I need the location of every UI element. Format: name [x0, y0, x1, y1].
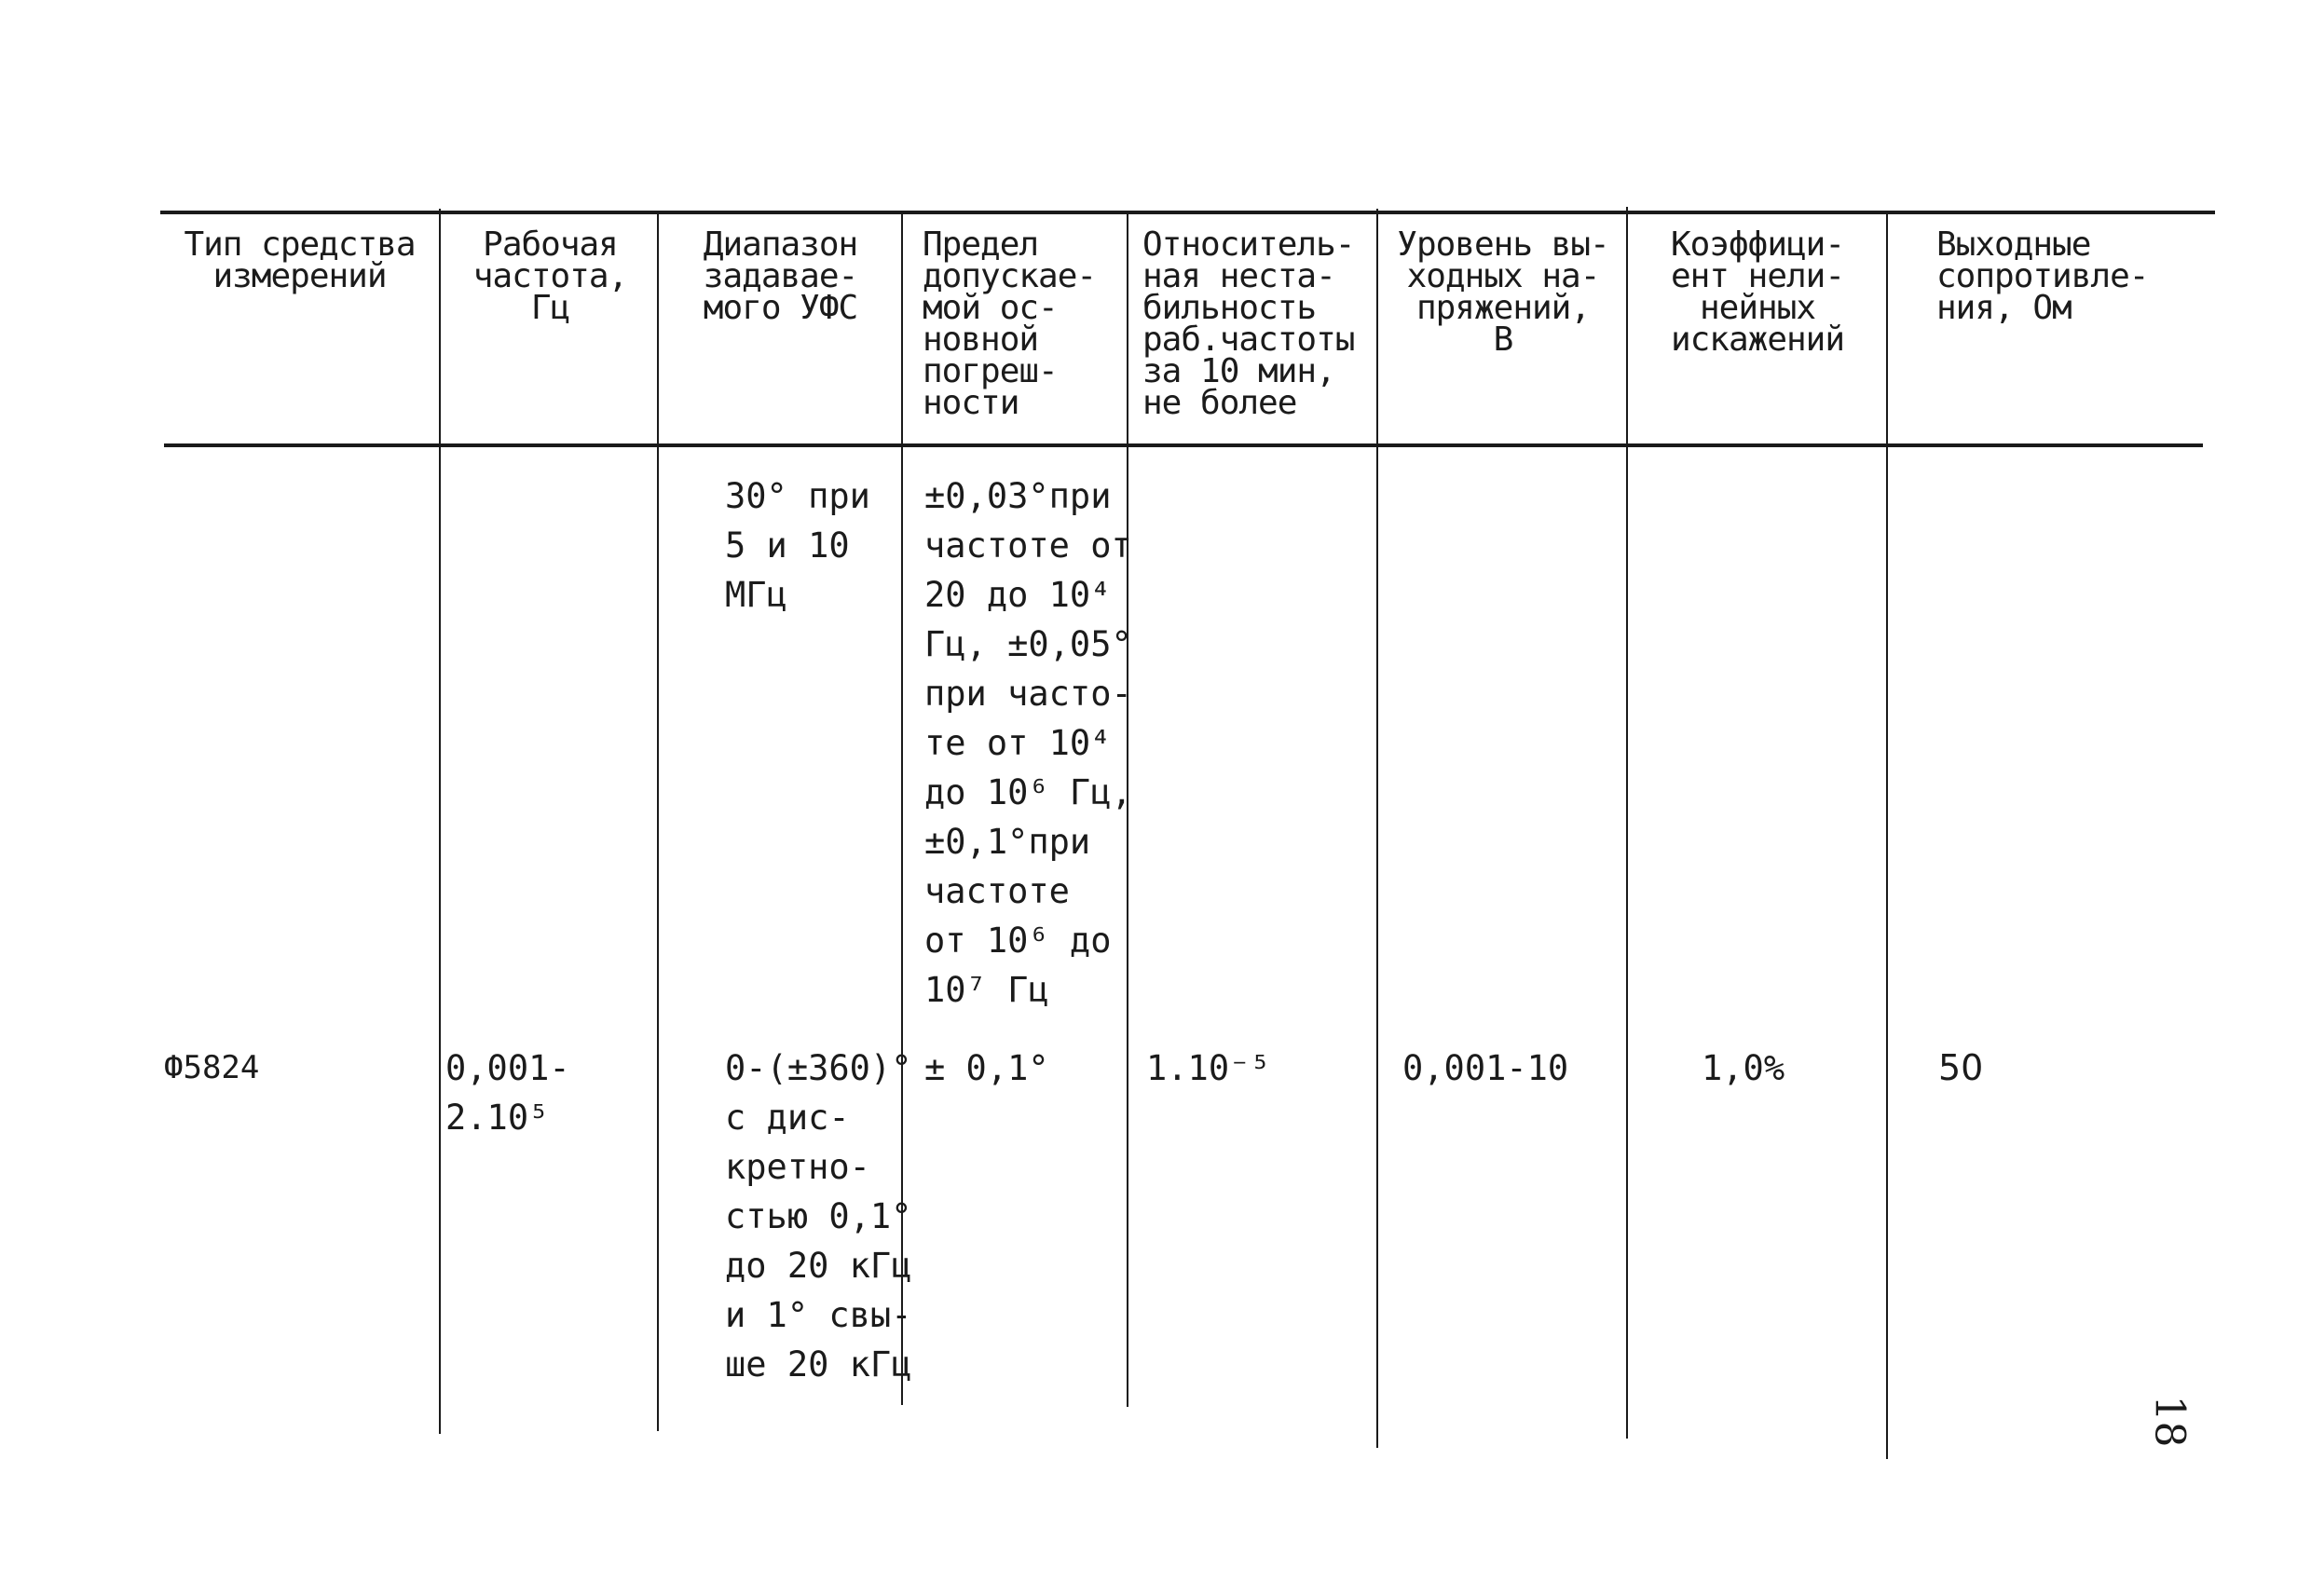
header-instability: Относитель- ная неста- бильность раб.частоты за 10 мин, не более — [1142, 225, 1355, 422]
header-bottom-rule — [164, 443, 2203, 447]
row2-instability-cell: 1.10⁻⁵ — [1146, 1048, 1271, 1088]
row2-voltage-cell: 0,001-10 — [1402, 1048, 1569, 1088]
table-top-rule — [160, 211, 2215, 214]
header-resistance: Выходные сопротивле- ния, Ом — [1936, 225, 2149, 327]
header-distortion: Коэффици- ент нели- нейных искажений — [1670, 225, 1845, 359]
header-voltage: Уровень вы- ходных на- пряжений, B — [1397, 225, 1609, 359]
header-frequency: Рабочая частота, Гц — [472, 225, 628, 327]
row2-resistance-cell: 50 — [1938, 1047, 1984, 1088]
row2-range-cell: 0-(±360)° с дис- кретно- стью 0,1° до 20 кГц и 1° свы- ше 20 кГц — [725, 1048, 912, 1385]
column-divider-5 — [1376, 209, 1378, 1448]
column-divider-1 — [439, 209, 441, 1434]
header-type: Тип средства измерений — [184, 225, 416, 295]
row2-error-cell: ± 0,1° — [924, 1048, 1049, 1088]
row2-distortion-cell: 1,0% — [1702, 1048, 1785, 1088]
row2-frequency-cell: 0,001- 2.10⁵ — [445, 1048, 570, 1138]
column-divider-6 — [1626, 207, 1628, 1439]
row1-range-cell: 30° при 5 и 10 МГц — [725, 476, 870, 615]
header-error: Предел допускае- мой ос- новной погреш- ности — [923, 225, 1097, 422]
row2-type-cell: Ф5824 — [164, 1049, 260, 1086]
header-range: Диапазон задавае- мого УФС — [703, 225, 858, 327]
row1-error-cell: ±0,03°при частоте от 20 до 10⁴ Гц, ±0,05° при часто- те от 10⁴ до 10⁶ Гц, ±0,1°при частоте от 10⁶ до 10⁷ Гц — [924, 476, 1132, 1010]
page-number: 18 — [2145, 1395, 2194, 1448]
column-divider-2 — [657, 211, 659, 1431]
column-divider-7 — [1886, 212, 1888, 1459]
